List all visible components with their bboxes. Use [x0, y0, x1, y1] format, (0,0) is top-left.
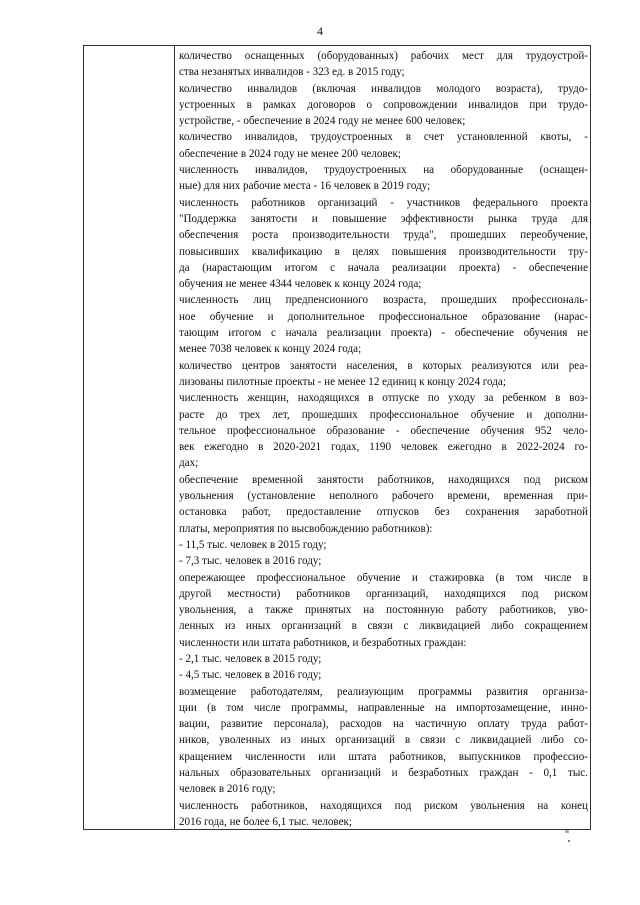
text-line: ное обучение и дополнительное профессиональное образование (нарас- — [179, 310, 588, 323]
text-line: 2016 года, не более 6,1 тыс. человек; — [179, 815, 352, 828]
margin-dot — [568, 840, 570, 842]
text-line: численность инвалидов, трудоустроенных на оборудованные (оснащен- — [179, 164, 588, 177]
text-line: век ежегодно в 2020-2021 годах, 1190 человек ежегодно в 2022-2024 го- — [179, 441, 588, 454]
text-line: остановка работ, предоставление отпусков без сохранения заработной — [179, 506, 588, 519]
text-line: обеспечение временной занятости работников, находящихся под риском — [179, 473, 588, 486]
text-line: расте до трех лет, прошедших профессиональное обучение и дополни- — [179, 408, 588, 421]
text-line: численность женщин, находящихся в отпуске по уходу за ребенком в воз- — [179, 392, 588, 405]
text-line: менее 7038 человек к концу 2024 года; — [179, 343, 362, 356]
text-line: количество инвалидов (включая инвалидов молодого возраста), трудо- — [179, 82, 588, 95]
text-line: - 2,1 тыс. человек в 2015 году; — [179, 652, 322, 665]
text-line: другой местности) работников организаций, находящихся под риском — [179, 587, 588, 600]
text-line: - 7,3 тыс. человек в 2016 году; — [179, 555, 322, 568]
text-line: количество инвалидов, трудоустроенных в счет установленной квоты, - — [179, 131, 588, 144]
text-line: численность работников, находящихся под риском увольнения на конец — [179, 799, 588, 812]
text-line: ников, уволенных из иных организаций в связи с ликвидацией либо со- — [179, 734, 588, 747]
text-line: ные) для них рабочие места - 16 человек в 2019 году; — [179, 180, 431, 193]
text-line: - 4,5 тыс. человек в 2016 году; — [179, 669, 322, 682]
text-line: человек в 2016 году; — [179, 783, 276, 796]
table-right-cell — [176, 46, 590, 829]
text-line: обеспечение в 2024 году не менее 200 человек; — [179, 147, 401, 160]
text-line: обеспечения роста производительности труда", прошедших переобучение, — [179, 229, 588, 242]
text-line: лизованы пилотные проекты - не менее 12 единиц к концу 2024 года; — [179, 375, 506, 388]
page-number: 4 — [317, 24, 323, 38]
text-line: численности или штата работников, и безработных граждан: — [179, 636, 467, 649]
text-line: ленных из иных организаций в связи с ликвидацией либо сокращением — [179, 620, 588, 633]
text-line: платы, мероприятия по высвобождению работников): — [179, 522, 433, 535]
text-line: - 11,5 тыс. человек в 2015 году; — [179, 538, 327, 551]
text-line: возмещение работодателям, реализующим программы развития организа- — [179, 685, 588, 698]
text-line: количество оснащенных (оборудованных) рабочих мест для трудоустрой- — [179, 50, 588, 62]
text-line: увольнения, а также принятых на постоянную работу работников, уво- — [179, 604, 588, 617]
text-line: дах; — [179, 457, 199, 470]
text-line: тельное профессиональное образование - обеспечение обучения 952 чело- — [179, 424, 588, 437]
text-line: увольнения (установление неполного рабочего времени, временная при- — [179, 490, 588, 503]
table-left-cell — [84, 46, 175, 829]
text-line: устроенных в рамках договоров о сопровождении инвалидов при трудо- — [179, 98, 588, 111]
margin-mark: м — [565, 829, 569, 835]
text-line: кращением численности или штата работников, выпускников профессио- — [179, 750, 588, 763]
text-line: количество центров занятости населения, в которых реализуются или реа- — [179, 359, 588, 372]
text-line: тающим итогом с начала реализации проекта) - обеспечение обучения не — [179, 327, 588, 340]
text-line: численность работников организаций - участников федерального проекта — [179, 196, 588, 209]
text-line: опережающее профессиональное обучение и стажировка (в том числе в — [179, 571, 588, 584]
text-line: численность лиц предпенсионного возраста, прошедших профессиональ- — [179, 294, 588, 307]
document-table — [83, 45, 591, 830]
text-line: да (нарастающим итогом с начала реализации проекта) - обеспечение — [179, 261, 588, 274]
text-line: ции (в том числе программы, направленные на импортозамещение, инно- — [179, 701, 588, 714]
text-line: устройстве, - обеспечение в 2024 году не менее 600 человек; — [179, 115, 466, 128]
text-line: повысивших квалификацию в целях повышения производительности тру- — [179, 245, 588, 258]
text-line: обучения не менее 4344 человек к концу 2024 года; — [179, 278, 422, 291]
text-line: вации, развитие персонала), расходов на частичную оплату труда работ- — [179, 718, 588, 731]
text-line: нальных образовательных организаций и безработных граждан - 0,1 тыс. — [179, 767, 588, 780]
text-line: ства незанятых инвалидов - 323 ед. в 2015 году; — [179, 66, 405, 79]
text-line: "Поддержка занятости и повышение эффективности рынка труда для — [179, 212, 588, 225]
